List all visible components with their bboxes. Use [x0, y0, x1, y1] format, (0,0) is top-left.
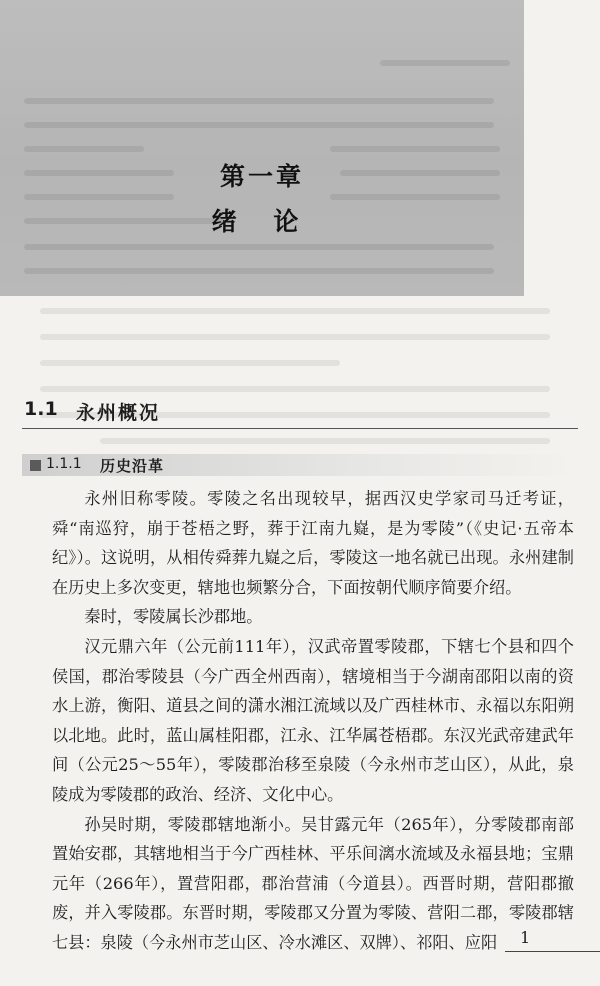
show-through-text	[0, 0, 524, 296]
section-number: 1.1	[24, 398, 58, 420]
page-number: 1	[520, 928, 531, 947]
subsection-title: 历史沿革	[100, 457, 165, 475]
section-heading	[22, 398, 578, 430]
paragraph: 秦时，零陵属长沙郡地。	[84, 607, 263, 627]
paragraph: 孙吴时期，零陵郡辖地渐小。吴甘露元年（265年），分零陵郡南部置始安郡，其辖地相当于今广西桂林、平乐间漓水流域及永福县地；宝鼎元年（266年），置营阳郡，郡治营浦（今道县）。西晋时期，营阳郡撤废，并入零陵郡。东晋时期，零陵郡又分置为零陵、营阳二郡，零陵郡辖七县：泉陵（今永州市芝山区、冷水滩区、双牌）、祁阳、应阳	[52, 814, 574, 952]
subsection-heading	[22, 454, 578, 476]
square-bullet-icon	[30, 460, 41, 471]
chapter-number: 第一章	[219, 162, 304, 191]
section-title: 永州概况	[76, 402, 161, 424]
body-text	[52, 484, 574, 958]
footer-rule	[505, 951, 600, 952]
paragraph: 永州旧称零陵。零陵之名出现较早，据西汉史学家司马迁考证，舜“南巡狩，崩于苍梧之野，葬于江南九嶷，是为零陵”（《史记·五帝本纪》）。这说明，从相传舜葬九嶷之后，零陵这一地名就已出现。永州建制在历史上多次变更，辖地也频繁分合，下面按朝代顺序简要介绍。	[52, 489, 574, 597]
chapter-title: 绪 论	[211, 207, 313, 236]
subsection-number: 1.1.1	[46, 456, 82, 472]
paragraph: 汉元鼎六年（公元前111年），汉武帝置零陵郡，下辖七个县和四个侯国，郡治零陵县（今广西全州西南），辖境相当于今湖南邵阳以南的资水上游，衡阳、道县之间的潇水湘江流域以及广西桂林市、永福以东阳朔以北地。此时，蓝山属桂阳郡，江永、江华属苍梧郡。东汉光武帝建武年间（公元25～55年），零陵郡治移至泉陵（今永州市芝山区），从此，泉陵成为零陵郡的政治、经济、文化中心。	[52, 636, 574, 804]
section-divider	[22, 428, 578, 429]
